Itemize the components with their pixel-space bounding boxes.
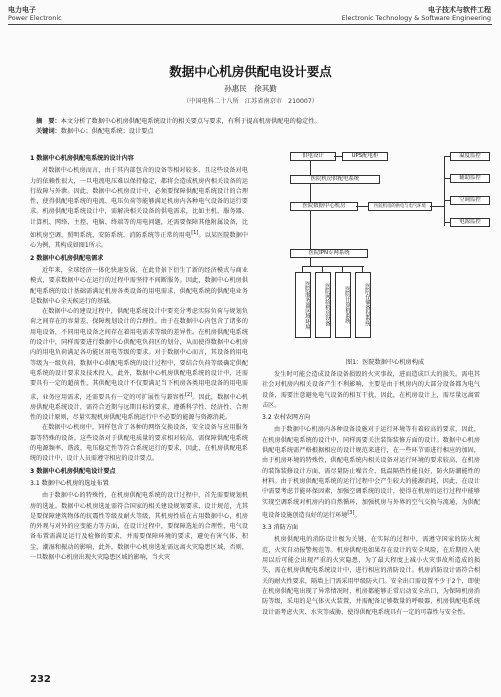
paragraph: 由于数据中心的特殊性，在机房供配电系统的设计过程中，首先需要规划机房的选址。数据中心机房选址需符合国家的相关建设规划要求、设计规范，尤其是要保障建筑物体的抗震性等级及耐火等级，其机房性质在占用数据中心，机房的外观与对外的应变能力等方面，在设计过程中，要保障选址的合理性，电气设备布置需满足运行及检修的要求，并需要保障环境的要求，避免有害气体、积尘、潮湿和振动的影响，此外，数据中心机房选址需远离火灾隐患区域，否则，一旦数据中心机房出现火灾隐患区域的影响，当火灾 (30, 492, 248, 562)
diagram-box-computer: 医院计算机系统 (335, 272, 351, 338)
section-heading: 2 数据中心机房供配电需求 (30, 254, 104, 262)
figure-1-caption: 图1：医院数据中心机房构成 (345, 359, 425, 366)
section-heading: 1 数据中心机房供配电系统的设计内容 (30, 155, 134, 162)
authors: 孙惠民 徐其勤 (224, 84, 277, 93)
diagram-box-ups: UPS配电柜 (342, 152, 388, 161)
diagram-box-storage: 医院存储备份系统 (355, 272, 371, 338)
paragraph: 在数据中心机房中，同样包含了各种的网络交换设备，安全设备与应用服务器等特殊的设备。这些设备对于供配电质量的要求相对较高，需保障供配电系统的电源频率、谐波、电压稳定性等符合系统运行的要求，因此，在机房供配电系统的设计中，设计人员需遵守相应的设计要点。 (30, 424, 248, 463)
keywords-label: 关键词： (36, 128, 61, 135)
subsection-heading: 3.2 农村农网方向 (262, 414, 311, 422)
diagram-box-temp: 温度监控 (450, 152, 490, 161)
diagram-box-network-room: 医院网络机房设备 (315, 272, 331, 338)
affiliation: （中国电科二十八所 江苏省南京市 210007） (183, 98, 318, 105)
paragraph: 机房供配电的消防设计极为关键，在实际的过程中，需遵守国家的防火规范，火灾自动报警规范等。机房供配电如果存在设计的安全风险，在后期投入使用以后可能会出现严重的火灾隐患，为了最大程度上减小火灾事故所造成的损失，需在机房供配电系统设计中，进行相应的消防设计。机房消防设计需符合相关的耐火性要求，隔墙上门需采用甲级防火门。安全出口需设置不少于2个，即使在机房供配电出现了异常情况时，机房都能够正常启动安全出口，为保障机房消防等级，采用的是气体灭火装置，并需配备足够数量的呼吸器，机房供配电系统设计需考虑火灾、水灾等威胁，使得供配电系统具有一定的可靠性与安全性。 (262, 536, 480, 616)
figure-1-diagram (290, 152, 490, 352)
left-column (30, 152, 248, 563)
diagram-box-aux: 辅助监控 (450, 174, 490, 183)
paper-title: 数据中心机房供配电设计要点 (169, 64, 332, 79)
diagram-box-distribution: 医院机房供配电系统 (290, 175, 380, 184)
diagram-box-environment: 医院机房的供电与电气环境 (368, 202, 432, 211)
diagram-box-ac: 空调监控 (450, 196, 490, 205)
right-column (262, 370, 480, 618)
paragraph: 发生时可能会造成设备设备损毁的火灾事故，进而造成巨大的损失。需电其社会对机房内相关设备产生不利影响，主要是由于机房内的大部分设备都为电气设备，需要注意避免电气设备的相互干扰，因此，在机房设计上，需尽量远离雷击区。 (262, 371, 480, 409)
diagram-box-datacenter: 医院数据中心机房 (290, 202, 358, 211)
paragraph: 由于数据中心机房内各种设备设施对于运行环境等有着较高的要求，因此，在机房供配电系统的设计中，同样需要关注装饰装修方面的设计。数据中心机房供配电系统需严格根据相应的设计规范来进行，在一些环节需进行相应的加固，由于机房环境的特殊性，供配电系统内相关设备对运行环境的要求较高，在机房的装饰装修设计方面，需尽量防止噪音介、低温隔热性能良好，防火防潮能性的材料。由于机房供配电系统的运行过程中会产生较大的能源消耗，因此，在设计中需要考虑节能环保因素，加强空调系统的设计，使得在机房的运行过程中能够实现空调系统对机房内的自然循环，加强机房与外界的空气交换与流通，为供配电设备设施创造良好的运行环境[3]。 (262, 426, 480, 519)
subsection-heading: 3.1 数据中心机房的选址布置 (30, 479, 109, 487)
diagram-box-power-monitor: 电源监控 (450, 218, 490, 227)
page-number: 232 (30, 674, 51, 685)
abstract-block (36, 117, 476, 137)
header-rule (8, 24, 492, 25)
running-header-left: 电力电子 Power Electronic (8, 6, 62, 22)
paragraph: 近年来，全球经济一体化快速发展，在此背景下衍生了新的经济模式与商业模式，要求数据中心在运行的过程中需坚持不间断服务。因此，数据中心机房供配电系统的设计基础需满足机房各类设备的用电需求，供配电系统的供配电业务是数据中心全天候运行的基础。 (30, 267, 248, 305)
section-heading: 3 数据中心机房供配电设计要点 (30, 467, 116, 475)
running-header-right: 电子技术与软件工程 Electronic Technology & Software Engineering (341, 6, 491, 22)
subsection-heading: 3.3 消防方面 (262, 524, 299, 532)
abstract-text: 本文分析了数据中心机房供配电系统设计的相关要点与要求，有利于提高机房供配电的稳定性。 (60, 118, 321, 125)
abstract-label: 摘 要： (36, 118, 61, 125)
keywords-text: 数据中心；供配电系统；设计要点 (60, 128, 154, 135)
diagram-box-power: 供电设计 (290, 152, 336, 161)
paragraph: 在数据中心的建设过程中，供配电系统设计中要充分考虑实际负荷与规划负荷之间存在的容量差，保障规划设计的合理性。由于在数据中心内包含了诸多的用电设备，不同用电设备之间存在着用电需求等级的差异性。在机房供配电系统的设计中，同样需要进行数据中心供配电负荷区的划分，从而使得数据中心机房内的用电负荷满足各功能区用电等级的要求。对于数据中心而言，其设备的用电等级为一级负荷，数据中心供配电系统的设计过程中，要结合负荷等级确定供配电系统的设计要求及技术投入，此外，数据中心机房供配电系统的设计中，还需要具有一定的超前性，其供配电设计不仅要满足当下机房各类用电设备的用电需求，业务应用需求，还需要具有一定的可扩展性与兼容性[2]。因此，数据中心机房供配电系统设计，需符合近期与远期目标的要求，遵循科学性、经济性、合理性的设计原则，尽量实现机房供配电系统运行中不必要的能源与资源消耗。 (30, 308, 249, 422)
paragraph: 对数据中心机房而言，由于其内部包含的设备等相对较多，且这些设备对电力的依赖性很大，一旦电流电压难以保持稳定，都将会造成机房内相关设备的运行故障与外泄。因此，数据中心机房设计中，必须要保障供配电系统设计的合理性，使得供配电系统的电流、电压负荷等能够满足机房内各种电气设备的运行要求。机房供配电系统设计中，需解决相关设备的供电需求，比如主机、服务器、计算机、网络、主控、电脑、终端等的用电问题，还需要保障其他附属设备，比如机房空调、照明系统、安防系统、消防系统等正常的用电[1]。以某医院数据中心为例，其构成如图1所示。 (30, 167, 249, 250)
diagram-box-server-area: 医院服务器区域环境 (295, 272, 311, 338)
diagram-box-network: 医院IPN专网系统 (290, 249, 368, 258)
